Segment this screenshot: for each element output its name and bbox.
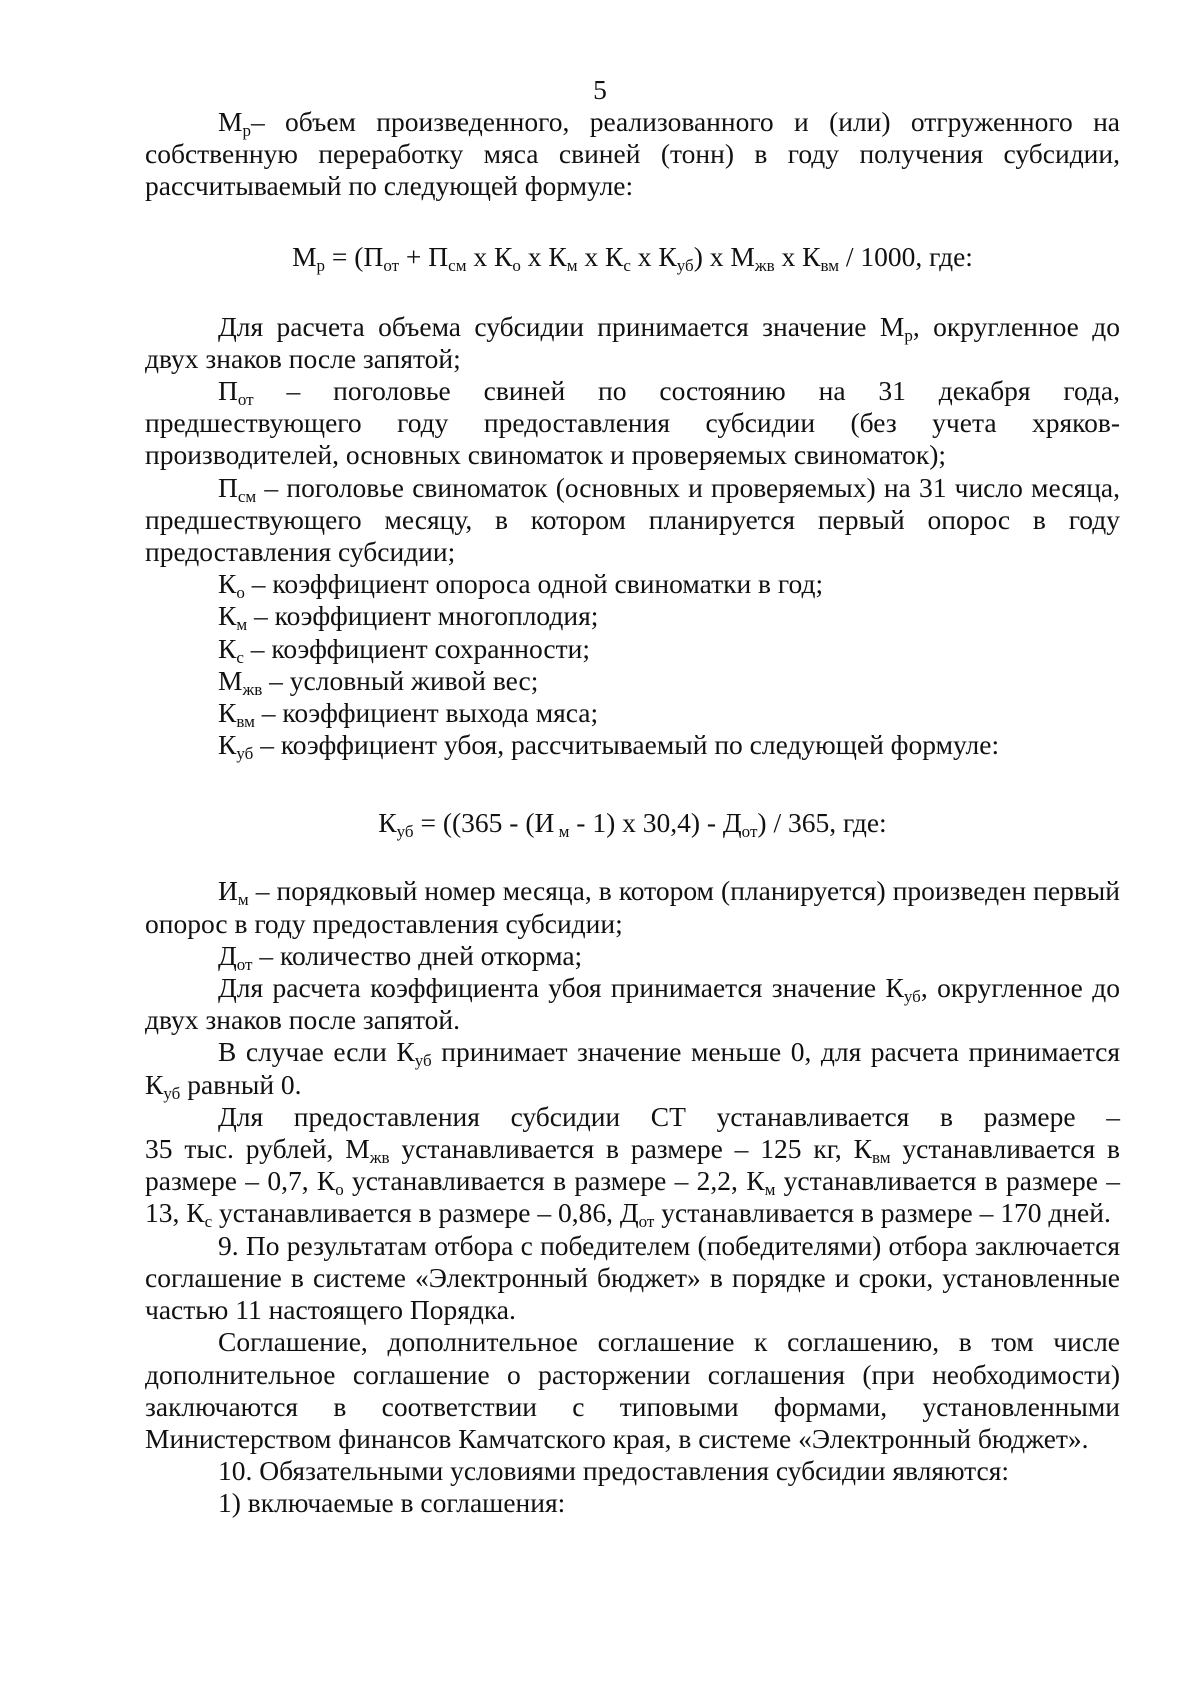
negative-kub-paragraph: В случае если $К_{уб}$ принимает значение меньше 0, для расчета принимается $К_{уб}$ равный 0. (145, 1036, 1120, 1103)
item-9-paragraph: 9. По результатам отбора с победителем (победителями) отбора заключается соглашение в системе «Электронный бюджет» в порядке и сроки, установленные частью 11 настоящего Порядка. (145, 1229, 1120, 1326)
item-10-1-paragraph: 1) включаемые в соглашения: (218, 1487, 566, 1519)
definition-p-ot-line1: $П_{от}$ – поголовье свиней по состоянию на 31 декабря года, (218, 375, 1120, 410)
formula-mr: $М_р = (П_{от} + П_{см}$ х $К_о$ х $К_м$ х $К_с$ х $К_{уб}$) х $М_{жв}$ х $К_{вм} / 1000$, где: (292, 240, 973, 275)
definition-k-s: $К_с$ – коэффициент сохранности; (218, 632, 590, 667)
definition-k-m: $К_м$ – коэффициент многоплодия; (218, 600, 599, 635)
definition-p-ot-rest: предшествующего году предоставления субсидии (без учета хряков-производителей, основных свиноматок и проверяемых свиноматок); (145, 407, 1120, 471)
definition-k-vm: $К_{вм}$ – коэффициент выхода мяса; (218, 697, 599, 732)
definition-k-ub: $К_{уб}$ – коэффициент убоя, рассчитываемый по следующей формуле: (218, 729, 1000, 764)
rounding-mr-paragraph: Для расчета объема субсидии принимается значение $М_р$, округленное до двух знаков после запятой; (145, 310, 1120, 374)
item-10-paragraph: 10. Обязательными условиями предоставления субсидии являются: (218, 1455, 1010, 1487)
definition-p-sm: $П_{см}$ – поголовье свиноматок (основных и проверяемых) на 31 число месяца, предшествующего месяцу, в котором планируется первый опорос в году предоставления субсидии; (145, 471, 1120, 568)
document-body (145, 106, 1120, 1520)
definition-d-ot: $Д_{от}$ – количество дней откорма; (218, 939, 583, 974)
values-paragraph-rest: 35 тыс. рублей, $М_{жв}$ устанавливается в размере – 125 кг, $К_{вм}$ устанавливается в размере – 0,7, $К_о$ устанавливается в размере – 2,2, $К_м$ устанавливается в размере – 13, $К_с$ устанавливается в размере – 0,86, $Д_{от}$ устанавливается в размере – 170 дней. (145, 1133, 1120, 1232)
page-number: 5 (593, 74, 607, 105)
intro-paragraph: $М_р-$ объем произведенного, реализованного и (или) отгруженного на собственную переработку мяса свиней (тонн) в году получения субсидии, рассчитываемый по следующей формуле: (145, 106, 1120, 202)
agreement-paragraph: Соглашение, дополнительное соглашение к соглашению, в том числе дополнительное соглашение о расторжении соглашения (при необходимости) заключаются в соответствии с типовыми формами, установленными Министерством финансов Камчатского края, в системе «Электронный бюджет». (145, 1326, 1120, 1454)
definition-m-zhv: $М_{жв}$ – условный живой вес; (218, 664, 539, 699)
definition-i-m: $И_м$ – порядковый номер месяца, в котором (планируется) произведен первый опорос в году предоставления субсидии; (145, 875, 1120, 939)
rounding-kub-paragraph: Для расчета коэффициента убоя принимается значение $К_{уб}$, округленное до двух знаков после запятой. (145, 972, 1120, 1036)
formula-kub: $К_{уб} = ((365 - (И$ $_м$ - 1) х $30,4) - Д_{от}) / 365$, где: (378, 807, 887, 842)
values-paragraph-line1: Для предоставления субсидии СТ устанавливается в размере – (218, 1100, 1120, 1132)
definition-k-o: $К_о$ – коэффициент опороса одной свиноматки в год; (218, 568, 824, 603)
